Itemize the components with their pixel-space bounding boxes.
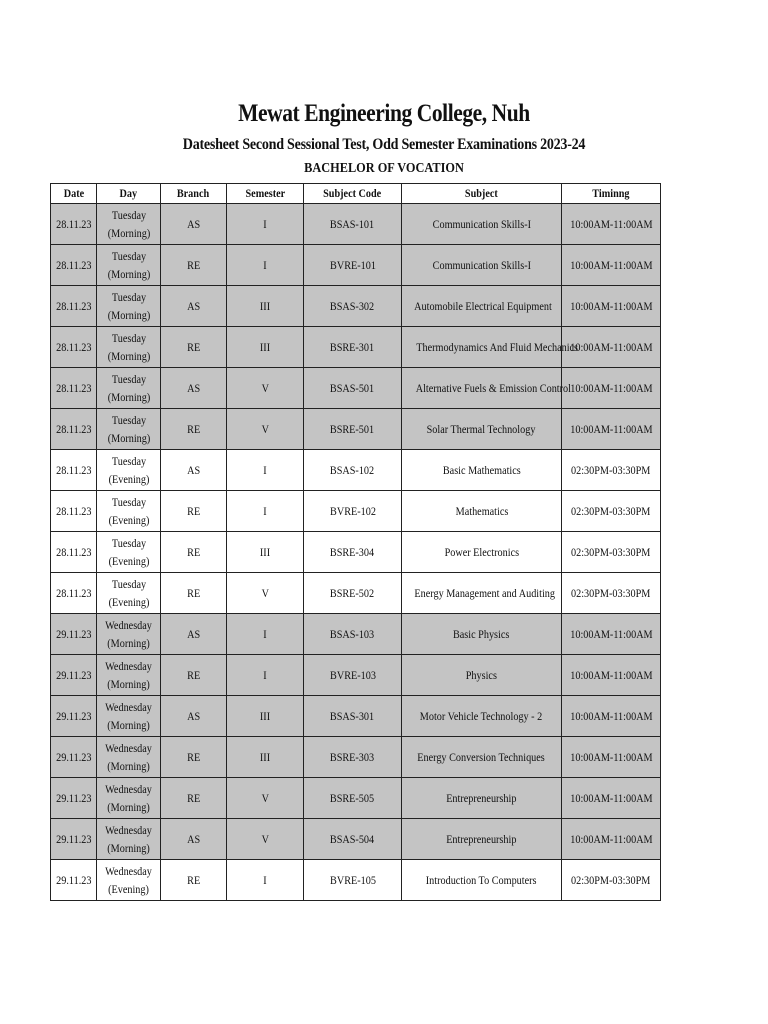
day-name: Wednesday — [105, 618, 152, 632]
cell-date: 28.11.23 — [51, 573, 97, 614]
table-row — [51, 860, 661, 901]
session-label: (Evening) — [108, 472, 149, 486]
day-name: Tuesday — [111, 372, 146, 386]
cell-date: 29.11.23 — [51, 655, 97, 696]
cell-branch: RE — [161, 245, 227, 286]
cell-subject: Entrepreneurship — [402, 778, 562, 819]
cell-day — [97, 532, 161, 573]
cell-timing: 02:30PM-03:30PM — [562, 532, 661, 573]
cell-subject: Communication Skills-I — [402, 204, 562, 245]
cell-branch: RE — [161, 655, 227, 696]
cell-branch: RE — [161, 737, 227, 778]
cell-timing: 02:30PM-03:30PM — [562, 573, 661, 614]
column-header-subject-code: Subject Code — [304, 184, 402, 204]
cell-day — [97, 778, 161, 819]
cell-subject: Automobile Electrical Equipment — [402, 286, 562, 327]
table-row — [51, 368, 661, 409]
datesheet-table — [50, 183, 661, 901]
cell-subject-code: BSAS-301 — [304, 696, 402, 737]
cell-date: 28.11.23 — [51, 204, 97, 245]
day-name: Wednesday — [105, 700, 152, 714]
cell-subject-code: BSAS-101 — [304, 204, 402, 245]
table-row — [51, 778, 661, 819]
cell-semester: I — [227, 245, 304, 286]
column-header-branch: Branch — [161, 184, 227, 204]
cell-day — [97, 819, 161, 860]
day-name: Wednesday — [105, 741, 152, 755]
cell-semester: I — [227, 860, 304, 901]
session-label: (Morning) — [107, 718, 150, 732]
cell-branch: RE — [161, 327, 227, 368]
table-row — [51, 655, 661, 696]
cell-subject-code: BSRE-304 — [304, 532, 402, 573]
table-row — [51, 491, 661, 532]
cell-timing: 10:00AM-11:00AM — [562, 614, 661, 655]
cell-day — [97, 286, 161, 327]
cell-day — [97, 204, 161, 245]
day-name: Wednesday — [105, 659, 152, 673]
cell-timing: 10:00AM-11:00AM — [562, 327, 661, 368]
cell-day — [97, 245, 161, 286]
cell-branch: AS — [161, 819, 227, 860]
cell-day — [97, 655, 161, 696]
cell-timing: 10:00AM-11:00AM — [562, 368, 661, 409]
cell-semester: V — [227, 778, 304, 819]
cell-subject: Thermodynamics And Fluid Mechanics — [402, 327, 562, 368]
cell-semester: III — [227, 737, 304, 778]
table-row — [51, 327, 661, 368]
cell-semester: V — [227, 368, 304, 409]
session-label: (Evening) — [108, 595, 149, 609]
session-label: (Morning) — [107, 267, 150, 281]
cell-subject: Alternative Fuels & Emission Control — [402, 368, 562, 409]
day-name: Tuesday — [111, 290, 146, 304]
session-label: (Morning) — [107, 800, 150, 814]
table-row — [51, 573, 661, 614]
cell-subject-code: BSRE-502 — [304, 573, 402, 614]
table-row — [51, 409, 661, 450]
cell-subject-code: BSAS-302 — [304, 286, 402, 327]
column-header-timing: Timinng — [562, 184, 661, 204]
table-row — [51, 819, 661, 860]
table-row — [51, 286, 661, 327]
table-row — [51, 532, 661, 573]
cell-semester: I — [227, 450, 304, 491]
cell-timing: 02:30PM-03:30PM — [562, 491, 661, 532]
cell-subject: Power Electronics — [402, 532, 562, 573]
cell-subject-code: BSRE-505 — [304, 778, 402, 819]
cell-subject: Communication Skills-I — [402, 245, 562, 286]
session-label: (Evening) — [108, 554, 149, 568]
cell-subject: Basic Physics — [402, 614, 562, 655]
session-label: (Evening) — [108, 882, 149, 896]
cell-subject-code: BSAS-103 — [304, 614, 402, 655]
cell-subject: Entrepreneurship — [402, 819, 562, 860]
cell-timing: 10:00AM-11:00AM — [562, 696, 661, 737]
cell-subject-code: BVRE-102 — [304, 491, 402, 532]
cell-timing: 10:00AM-11:00AM — [562, 737, 661, 778]
day-name: Wednesday — [105, 823, 152, 837]
cell-subject-code: BSRE-501 — [304, 409, 402, 450]
cell-day — [97, 491, 161, 532]
session-label: (Morning) — [107, 349, 150, 363]
session-label: (Morning) — [107, 226, 150, 240]
cell-semester: III — [227, 532, 304, 573]
column-header-date: Date — [51, 184, 97, 204]
cell-semester: I — [227, 614, 304, 655]
cell-semester: I — [227, 204, 304, 245]
table-header-row — [51, 184, 661, 204]
cell-subject-code: BVRE-101 — [304, 245, 402, 286]
session-label: (Morning) — [107, 636, 150, 650]
cell-date: 28.11.23 — [51, 327, 97, 368]
datesheet-subtitle: Datesheet Second Sessional Test, Odd Semester Examinations 2023-24 — [182, 136, 586, 153]
session-label: (Morning) — [107, 759, 150, 773]
session-label: (Morning) — [107, 390, 150, 404]
day-name: Tuesday — [111, 536, 146, 550]
cell-day — [97, 368, 161, 409]
day-name: Tuesday — [111, 249, 146, 263]
cell-subject: Solar Thermal Technology — [402, 409, 562, 450]
column-header-semester: Semester — [227, 184, 304, 204]
cell-branch: AS — [161, 204, 227, 245]
cell-date: 28.11.23 — [51, 409, 97, 450]
cell-branch: RE — [161, 409, 227, 450]
cell-branch: AS — [161, 614, 227, 655]
session-label: (Morning) — [107, 431, 150, 445]
cell-day — [97, 409, 161, 450]
cell-branch: RE — [161, 491, 227, 532]
cell-semester: III — [227, 696, 304, 737]
table-row — [51, 696, 661, 737]
cell-date: 29.11.23 — [51, 778, 97, 819]
cell-subject: Mathematics — [402, 491, 562, 532]
cell-timing: 10:00AM-11:00AM — [562, 204, 661, 245]
cell-subject: Basic Mathematics — [402, 450, 562, 491]
day-name: Tuesday — [111, 495, 146, 509]
cell-semester: I — [227, 491, 304, 532]
cell-subject-code: BSRE-301 — [304, 327, 402, 368]
cell-timing: 02:30PM-03:30PM — [562, 450, 661, 491]
cell-branch: AS — [161, 286, 227, 327]
cell-day — [97, 696, 161, 737]
cell-timing: 02:30PM-03:30PM — [562, 860, 661, 901]
cell-subject: Introduction To Computers — [402, 860, 562, 901]
cell-subject: Physics — [402, 655, 562, 696]
cell-date: 28.11.23 — [51, 368, 97, 409]
cell-subject: Energy Management and Auditing — [402, 573, 562, 614]
day-name: Wednesday — [105, 864, 152, 878]
cell-subject: Motor Vehicle Technology - 2 — [402, 696, 562, 737]
cell-subject-code: BVRE-105 — [304, 860, 402, 901]
cell-date: 29.11.23 — [51, 696, 97, 737]
cell-semester: V — [227, 819, 304, 860]
column-header-day: Day — [97, 184, 161, 204]
cell-date: 29.11.23 — [51, 819, 97, 860]
cell-subject-code: BSRE-303 — [304, 737, 402, 778]
cell-branch: AS — [161, 368, 227, 409]
cell-day — [97, 737, 161, 778]
table-row — [51, 204, 661, 245]
college-title: Mewat Engineering College, Nuh — [238, 100, 530, 127]
day-name: Tuesday — [111, 331, 146, 345]
cell-branch: RE — [161, 860, 227, 901]
cell-timing: 10:00AM-11:00AM — [562, 655, 661, 696]
cell-date: 28.11.23 — [51, 286, 97, 327]
cell-timing: 10:00AM-11:00AM — [562, 245, 661, 286]
cell-subject-code: BSAS-102 — [304, 450, 402, 491]
cell-date: 29.11.23 — [51, 737, 97, 778]
cell-day — [97, 614, 161, 655]
session-label: (Evening) — [108, 513, 149, 527]
day-name: Wednesday — [105, 782, 152, 796]
day-name: Tuesday — [111, 413, 146, 427]
cell-timing: 10:00AM-11:00AM — [562, 409, 661, 450]
cell-subject-code: BVRE-103 — [304, 655, 402, 696]
cell-branch: RE — [161, 573, 227, 614]
cell-subject: Energy Conversion Techniques — [402, 737, 562, 778]
cell-day — [97, 450, 161, 491]
day-name: Tuesday — [111, 208, 146, 222]
cell-branch: RE — [161, 778, 227, 819]
day-name: Tuesday — [111, 454, 146, 468]
cell-branch: RE — [161, 532, 227, 573]
session-label: (Morning) — [107, 841, 150, 855]
cell-date: 28.11.23 — [51, 532, 97, 573]
cell-date: 28.11.23 — [51, 450, 97, 491]
day-name: Tuesday — [111, 577, 146, 591]
cell-timing: 10:00AM-11:00AM — [562, 778, 661, 819]
cell-semester: III — [227, 286, 304, 327]
cell-date: 29.11.23 — [51, 860, 97, 901]
cell-semester: V — [227, 573, 304, 614]
cell-semester: I — [227, 655, 304, 696]
cell-subject-code: BSAS-501 — [304, 368, 402, 409]
session-label: (Morning) — [107, 308, 150, 322]
session-label: (Morning) — [107, 677, 150, 691]
cell-day — [97, 573, 161, 614]
table-row — [51, 614, 661, 655]
cell-date: 28.11.23 — [51, 245, 97, 286]
cell-timing: 10:00AM-11:00AM — [562, 819, 661, 860]
program-name: BACHELOR OF VOCATION — [304, 161, 464, 176]
cell-branch: AS — [161, 696, 227, 737]
table-row — [51, 737, 661, 778]
table-row — [51, 245, 661, 286]
cell-day — [97, 327, 161, 368]
cell-subject-code: BSAS-504 — [304, 819, 402, 860]
cell-semester: V — [227, 409, 304, 450]
cell-date: 28.11.23 — [51, 491, 97, 532]
cell-timing: 10:00AM-11:00AM — [562, 286, 661, 327]
cell-day — [97, 860, 161, 901]
cell-semester: III — [227, 327, 304, 368]
cell-date: 29.11.23 — [51, 614, 97, 655]
table-row — [51, 450, 661, 491]
cell-branch: AS — [161, 450, 227, 491]
column-header-subject: Subject — [402, 184, 562, 204]
